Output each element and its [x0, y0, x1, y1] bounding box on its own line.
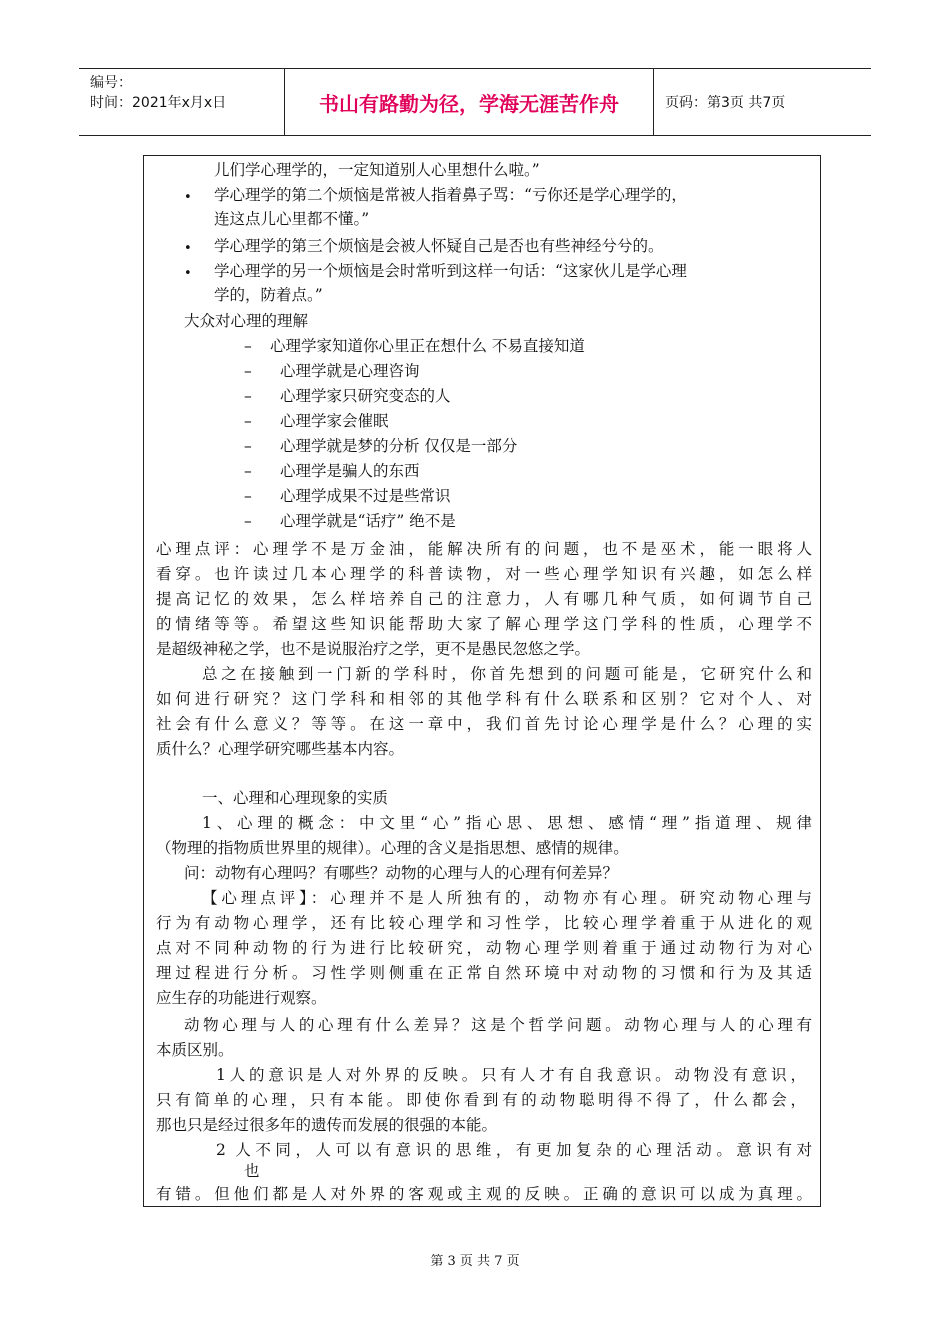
bullet-icon: •: [184, 190, 192, 205]
page-footer: 第 3 页 共 7 页: [430, 1254, 520, 1269]
paragraph-line: 1、心理的概念：中文里“心”指心思、思想、感情“理”指道理、规律: [202, 814, 812, 832]
content-box: [143, 155, 821, 1207]
paragraph-line: 应生存的功能进行观察。: [156, 989, 327, 1007]
paragraph-line: 【心理点评】：心理并不是人所独有的，动物亦有心理。研究动物心理与: [202, 889, 812, 907]
paragraph-line: 看穿。也许读过几本心理学的科普读物，对一些心理学知识有兴趣，如怎么样: [156, 565, 812, 583]
text-line: 学心理学的第二个烦恼是常被人指着鼻子骂：“亏你还是学心理学的，: [214, 186, 687, 204]
paragraph-line: 总之在接触到一门新的学科时，你首先想到的问题可能是，它研究什么和: [202, 665, 812, 683]
text-line: 连这点儿心里都不懂。”: [214, 210, 370, 228]
list-item: 心理学就是“话疗” 绝不是: [280, 512, 456, 530]
paragraph-line: 2 人不同，人可以有意识的思维，有更加复杂的心理活动。意识有对: [216, 1141, 812, 1159]
list-item: 心理学家知道你心里正在想什么 不易直接知道: [270, 337, 585, 355]
paragraph-line: 社会有什么意义？等等。在这一章中，我们首先讨论心理学是什么？心理的实: [156, 715, 812, 733]
dash-icon: –: [244, 387, 252, 405]
dash-icon: –: [244, 487, 252, 505]
text-line: 学心理学的第三个烦恼是会被人怀疑自己是否也有些神经兮兮的。: [214, 237, 664, 255]
list-item: 心理学是骗人的东西: [280, 462, 420, 480]
paragraph-line: 本质区别。: [156, 1041, 234, 1059]
page-header: [79, 68, 871, 136]
paragraph-line: 1人的意识是人对外界的反映。只有人才有自我意识。动物没有意识，: [216, 1066, 806, 1084]
paragraph-line: 心理点评：心理学不是万金油，能解决所有的问题，也不是巫术，能一眼将人: [156, 540, 812, 558]
list-item: 心理学就是心理咨询: [280, 362, 420, 380]
paragraph-line: 只有简单的心理，只有本能。即使你看到有的动物聪明得不得了，什么都会，: [156, 1091, 806, 1109]
header-page-number: 页码：第3页 共7页: [665, 95, 786, 111]
paragraph-line: 也: [244, 1162, 260, 1180]
doc-number-label: 编号：: [90, 75, 132, 91]
paragraph-line: 点对不同种动物的行为进行比较研究，动物心理学则着重于通过动物行为对心: [156, 939, 812, 957]
dash-icon: –: [244, 437, 252, 455]
dash-icon: –: [244, 412, 252, 430]
dash-icon: –: [244, 512, 252, 530]
section-heading: 一、心理和心理现象的实质: [202, 789, 389, 807]
list-item: 心理学就是梦的分析 仅仅是一部分: [280, 437, 518, 455]
dash-icon: –: [244, 337, 252, 355]
paragraph-line: 提高记忆的效果，怎么样培养自己的注意力，人有哪几种气质，如何调节自己: [156, 590, 812, 608]
header-meta: [79, 69, 284, 135]
paragraph-line: 的情绪等等。希望这些知识能帮助大家了解心理学这门学科的性质，心理学不: [156, 615, 812, 633]
header-motto: 书山有路勤为径，学海无涯苦作舟: [284, 69, 654, 135]
bullet-icon: •: [184, 266, 192, 281]
paragraph-line: 如何进行研究？这门学科和相邻的其他学科有什么联系和区别？它对个人、对: [156, 690, 812, 708]
text-line: 儿们学心理学的，一定知道别人心里想什么啦。”: [214, 161, 540, 179]
question-line: 问：动物有心理吗？有哪些？动物的心理与人的心理有何差异？: [184, 864, 619, 882]
paragraph-line: 那也只是经过很多年的遗传而发展的很强的本能。: [156, 1116, 498, 1134]
text-line: 学的，防着点。”: [214, 286, 323, 304]
paragraph-line: （物理的指物质世界里的规律）。心理的含义是指思想、感情的规律。: [156, 839, 629, 857]
text-line: 学心理学的另一个烦恼是会时常听到这样一句话：“这家伙儿是学心理: [214, 262, 687, 280]
paragraph-line: 质什么？心理学研究哪些基本内容。: [156, 740, 405, 758]
bullet-icon: •: [184, 241, 192, 256]
paragraph-line: 是超级神秘之学，也不是说服治疗之学，更不是愚民忽悠之学。: [156, 640, 591, 658]
list-item: 心理学成果不过是些常识: [280, 487, 451, 505]
list-item: 心理学家会催眠: [280, 412, 389, 430]
paragraph-line: 行为有动物心理学，还有比较心理学和习性学，比较心理学着重于从进化的观: [156, 914, 812, 932]
paragraph-line: 理过程进行分析。习性学则侧重在正常自然环境中对动物的习惯和行为及其适: [156, 964, 812, 982]
list-item: 心理学家只研究变态的人: [280, 387, 451, 405]
doc-date-label: 时间：2021年x月x日: [90, 95, 227, 111]
dash-icon: –: [244, 362, 252, 380]
dash-icon: –: [244, 462, 252, 480]
section-heading: 大众对心理的理解: [184, 312, 309, 330]
paragraph-line: 有错。但他们都是人对外界的客观或主观的反映。正确的意识可以成为真理。: [156, 1185, 812, 1203]
paragraph-line: 动物心理与人的心理有什么差异？这是个哲学问题。动物心理与人的心理有: [184, 1016, 812, 1034]
